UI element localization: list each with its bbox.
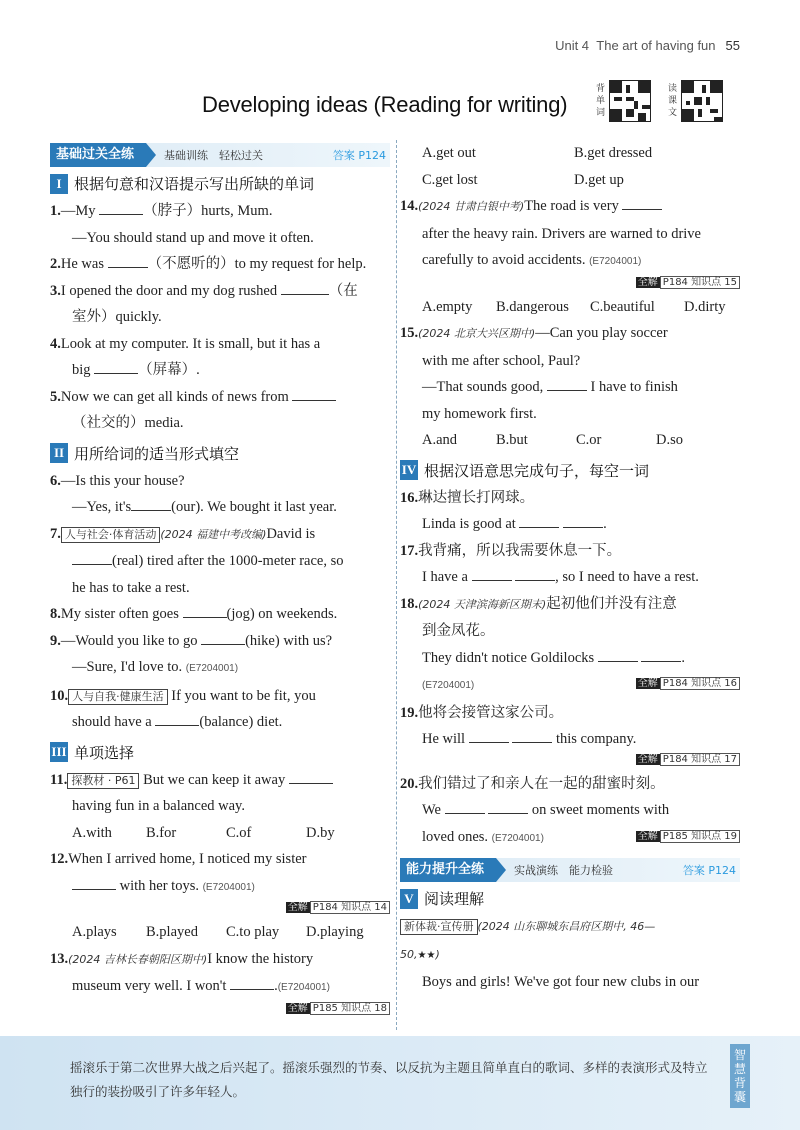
option[interactable]: A.with <box>72 824 112 841</box>
solution-ref[interactable]: 全解 P184 知识点 17 <box>636 753 740 766</box>
section-5 <box>400 888 740 909</box>
question-line: big （屏幕）. <box>72 362 200 378</box>
solution-ref[interactable]: 全解 P184 知识点 14 <box>286 901 390 914</box>
option[interactable]: B.but <box>496 432 528 448</box>
answer-blank[interactable] <box>472 567 512 581</box>
answer-blank[interactable] <box>94 360 138 374</box>
question-15: 15.(2024 北京大兴区期中)—Can you play soccer <box>400 325 668 341</box>
answer-blank[interactable] <box>99 201 143 215</box>
options <box>50 919 390 946</box>
question-3: 3.I opened the door and my dog rushed （在 <box>50 282 358 299</box>
question-line: should have a (balance) diet. <box>72 714 283 730</box>
left-column <box>50 143 390 1020</box>
section-number: V <box>400 889 418 909</box>
answer-link[interactable]: 答案 P124 <box>332 149 386 162</box>
option[interactable]: B.get dressed <box>574 145 653 161</box>
item-code: (E7204001) <box>589 256 642 267</box>
option[interactable]: B.for <box>146 824 177 841</box>
running-header <box>555 38 740 53</box>
topic-tag: 人与社会·体育活动 <box>61 527 161 543</box>
option[interactable]: D.dirty <box>684 298 726 315</box>
option[interactable]: A.plays <box>72 924 117 940</box>
question-line: —That sounds good, I have to finish <box>422 379 678 395</box>
question-line: —Yes, it's (our). We bought it last year. <box>72 499 337 515</box>
reference-row <box>50 901 390 919</box>
item-code: (E7204001) <box>491 832 544 844</box>
unit-label: Unit 4 <box>555 38 590 53</box>
qr-code-icon <box>609 80 651 122</box>
footer-side-label: 智慧背囊 <box>730 1044 750 1108</box>
qr-vocab[interactable] <box>596 80 651 122</box>
question-line: he has to take a rest. <box>72 579 190 596</box>
answer-blank[interactable] <box>598 648 638 662</box>
solution-ref[interactable]: 全解 P184 知识点 15 <box>636 276 740 289</box>
options <box>400 140 740 167</box>
topic-tag: 新体裁·宣传册 <box>400 919 478 935</box>
question-line: my homework first. <box>422 405 537 422</box>
question-line <box>400 671 740 700</box>
question-20: 20.我们错过了和亲人在一起的甜蜜时刻。 <box>400 775 665 792</box>
question-9: 9.—Would you like to go (hike) with us? <box>50 632 333 649</box>
section-4 <box>400 460 740 481</box>
option[interactable]: C.get lost <box>422 171 478 188</box>
question-13: 13.(2024 吉林长春朝阳区期中)I know the history <box>50 950 314 967</box>
question-line: having fun in a balanced way. <box>72 798 245 814</box>
reading-source <box>400 913 740 941</box>
reference-row <box>400 753 740 771</box>
section-title: 用所给词的适当形式填空 <box>74 444 240 463</box>
question-line: with her toys. (E7204001) <box>50 873 390 902</box>
section-2 <box>50 443 390 464</box>
option[interactable]: B.dangerous <box>496 298 569 315</box>
option[interactable]: D.by <box>306 824 335 841</box>
question-line: with me after school, Paul? <box>422 352 581 369</box>
qr-text-label: 读 课 文 <box>668 84 678 118</box>
topic-tag: 探教材 · P61 <box>67 773 139 789</box>
options <box>400 427 740 454</box>
reading-text: Boys and girls! We've got four new clubs in our <box>422 974 700 990</box>
question-line: carefully to avoid accidents. (E7204001) <box>422 252 642 268</box>
options <box>50 820 390 847</box>
answer-blank[interactable] <box>230 976 274 990</box>
question-6: 6.—Is this your house? <box>50 472 185 489</box>
banner-sub: 基础训练 轻松过关 <box>164 149 264 162</box>
question-line: —You should stand up and move it often. <box>72 229 314 246</box>
section-number: IV <box>400 460 418 480</box>
banner-sub: 实战演练 能力检验 <box>514 864 614 877</box>
section-title: 单项选择 <box>74 743 135 762</box>
section-title: 根据句意和汉语提示写出所缺的单词 <box>74 175 315 193</box>
option[interactable]: B.played <box>146 924 198 940</box>
difficulty-stars-icon: ★★ <box>417 949 436 961</box>
option[interactable]: C.of <box>226 824 252 841</box>
source-label: (2024 福建中考改编) <box>160 527 267 541</box>
question-11: 11. 探教材 · P61 But we can keep it away <box>50 767 390 794</box>
solution-ref[interactable]: 全解 P185 知识点 19 <box>636 830 740 843</box>
question-line: (real) tired after the 1000-meter race, so <box>50 548 390 575</box>
option[interactable]: A.empty <box>422 298 473 315</box>
answer-blank[interactable] <box>469 729 509 743</box>
page-number: 55 <box>725 38 740 53</box>
question-line: （社交的）media. <box>72 415 184 431</box>
option[interactable]: C.beautiful <box>590 298 655 315</box>
question-10: 10. 人与自我·健康生活 If you want to be fit, you <box>50 687 316 704</box>
question-14: 14.(2024 甘肃白银中考)The road is very <box>400 193 740 221</box>
answer-blank[interactable] <box>512 729 552 743</box>
answer-blank[interactable] <box>155 712 199 726</box>
question-line: They didn't notice Goldilocks . <box>422 649 686 666</box>
answer-blank[interactable] <box>515 567 555 581</box>
reference-row <box>400 276 740 294</box>
options <box>400 294 740 321</box>
answer-blank[interactable] <box>108 254 148 268</box>
qr-text[interactable] <box>668 80 723 122</box>
question-line: 到金凤花。 <box>422 623 495 639</box>
solution-ref[interactable]: 全解 P185 知识点 18 <box>286 1002 390 1015</box>
answer-blank[interactable] <box>488 800 528 814</box>
answer-blank[interactable] <box>563 514 603 528</box>
answer-blank[interactable] <box>131 497 171 511</box>
column-divider <box>396 140 397 1030</box>
source-label: (2024 天津滨海新区期末) <box>418 597 547 611</box>
qr-vocab-label: 背 单 词 <box>596 84 606 118</box>
footer-text: 摇滚乐于第二次世界大战之后兴起了。摇滚乐强烈的节奏、以反抗为主题且简单直白的歌词、多样的表演形式及特立独行的装扮吸引了许多年轻人。 <box>70 1060 708 1099</box>
option[interactable]: A.get out <box>422 145 476 161</box>
answer-blank[interactable] <box>292 387 336 401</box>
source-label: (2024 甘肃白银中考) <box>418 200 525 213</box>
question-line: I have a , so I need to have a rest. <box>422 569 699 585</box>
banner-tag: 能力提升全练 <box>400 858 496 882</box>
question-4: 4.Look at my computer. It is small, but it has a <box>50 335 321 352</box>
question-5: 5.Now we can get all kinds of news from <box>50 384 390 411</box>
solution-ref[interactable]: 全解 P184 知识点 16 <box>636 677 740 690</box>
answer-blank[interactable] <box>72 876 116 890</box>
question-line: loved ones. (E7204001) 全解 P185 知识点 19 <box>400 824 740 853</box>
question-line: 50,★★) <box>400 947 440 961</box>
source-label: (2024 吉林长春朝阳区期中) <box>68 952 208 966</box>
item-code: (E7204001) <box>202 881 255 893</box>
option[interactable]: D.so <box>656 432 683 448</box>
item-code: (E7204001) <box>422 680 475 691</box>
footer-tip <box>0 1036 800 1130</box>
right-column <box>400 140 740 996</box>
banner-tag: 基础过关全练 <box>50 143 146 167</box>
section-1 <box>50 173 390 194</box>
section-3 <box>50 742 390 763</box>
section-number: II <box>50 443 68 463</box>
topic-tag: 人与自我·健康生活 <box>68 689 168 705</box>
question-line: museum very well. I won't .(E7204001) <box>72 978 330 994</box>
option[interactable]: A.and <box>422 432 458 448</box>
option[interactable]: D.playing <box>306 924 364 940</box>
options <box>400 167 740 194</box>
option[interactable]: C.to play <box>226 924 280 940</box>
question-1: 1.—My （脖子）hurts, Mum. <box>50 203 273 219</box>
option[interactable]: D.get up <box>574 171 624 188</box>
section-title: 根据汉语意思完成句子，每空一词 <box>424 461 650 480</box>
question-19: 19.他将会接管这家公司。 <box>400 704 564 721</box>
answer-blank[interactable] <box>641 648 681 662</box>
source-label: (2024 北京大兴区期中) <box>418 327 536 340</box>
qr-code-icon <box>681 80 723 122</box>
question-line: 室外）quickly. <box>72 309 162 325</box>
question-17: 17.我背痛，所以我需要休息一下。 <box>400 542 622 559</box>
question-7: 7. 人与社会·体育活动 (2024 福建中考改编)David is <box>50 525 316 542</box>
unit-title: The art of having fun <box>596 38 716 53</box>
question-line: after the heavy rain. Drivers are warned to drive <box>422 225 701 242</box>
answer-link[interactable]: 答案 P124 <box>682 864 736 877</box>
basic-banner <box>50 143 390 167</box>
option[interactable]: C.or <box>576 432 602 448</box>
reference-row <box>50 1002 390 1020</box>
section-title: 阅读理解 <box>424 890 485 908</box>
question-line: We on sweet moments with <box>422 802 670 818</box>
item-code: (E7204001) <box>277 982 330 993</box>
item-code: (E7204001) <box>185 663 239 674</box>
question-8: 8.My sister often goes (jog) on weekends. <box>50 606 338 622</box>
question-line: He will this company. <box>422 731 637 747</box>
section-number: I <box>50 174 68 194</box>
advanced-banner <box>400 858 740 882</box>
page-title: Developing ideas (Reading for writing) <box>202 92 568 117</box>
answer-blank[interactable] <box>519 514 559 528</box>
question-line: —Sure, I'd love to. (E7204001) <box>72 659 239 675</box>
source-label: (2024 山东聊城东昌府区期中, 46— <box>477 920 656 933</box>
question-18: 18.(2024 天津滨海新区期末)起初他们并没有注意 <box>400 595 677 612</box>
question-12: 12.When I arrived home, I noticed my sister <box>50 851 307 867</box>
question-2: 2.He was （不愿听的）to my request for help. <box>50 256 367 272</box>
answer-blank[interactable] <box>72 551 112 565</box>
section-number: III <box>50 742 68 762</box>
answer-blank[interactable] <box>289 770 333 784</box>
answer-blank[interactable] <box>622 196 662 210</box>
question-line: Linda is good at . <box>422 516 607 532</box>
question-16: 16.琳达擅长打网球。 <box>400 489 535 506</box>
answer-blank[interactable] <box>183 604 227 618</box>
answer-blank[interactable] <box>547 377 587 391</box>
answer-blank[interactable] <box>281 281 329 295</box>
answer-blank[interactable] <box>445 800 485 814</box>
answer-blank[interactable] <box>201 631 245 645</box>
